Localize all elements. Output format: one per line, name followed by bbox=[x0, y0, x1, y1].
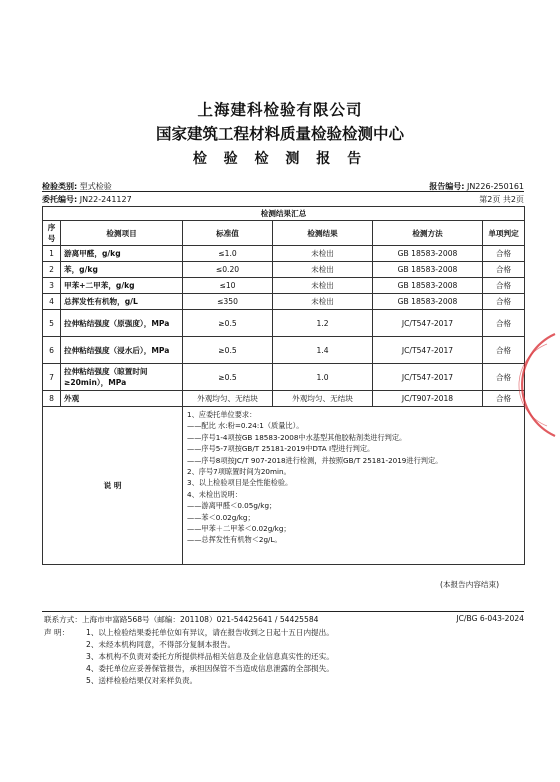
results-table bbox=[42, 206, 525, 565]
row-verdict: 合格 bbox=[483, 262, 525, 278]
note-line: ——序号1-4项按GB 18583-2008中水基型其他胶粘剂类进行判定。 bbox=[187, 432, 407, 442]
test-type-value: 型式检验 bbox=[79, 182, 112, 191]
table-row bbox=[43, 337, 525, 364]
row-result: 1.0 bbox=[273, 364, 373, 391]
row-result: 1.4 bbox=[273, 337, 373, 364]
table-row bbox=[43, 278, 525, 294]
row-item: 游离甲醛，g/kg bbox=[61, 246, 183, 262]
note-line: ——序号5-7项按GB/T 25181-2019中DTA Ⅰ型进行判定。 bbox=[187, 444, 375, 454]
row-item: 甲苯+二甲苯，g/kg bbox=[61, 278, 183, 294]
row-item: 拉伸粘结强度（晾置时间≥20min），MPa bbox=[61, 364, 183, 391]
row-standard: ≤1.0 bbox=[183, 246, 273, 262]
commission-value: JN22-241127 bbox=[79, 195, 132, 204]
table-row bbox=[43, 364, 525, 391]
row-method: JC/T547-2017 bbox=[373, 310, 483, 337]
row-verdict: 合格 bbox=[483, 337, 525, 364]
row-no: 5 bbox=[43, 310, 61, 337]
row-verdict: 合格 bbox=[483, 310, 525, 337]
row-result: 未检出 bbox=[273, 278, 373, 294]
row-no: 2 bbox=[43, 262, 61, 278]
row-verdict: 合格 bbox=[483, 391, 525, 407]
row-standard: ≤10 bbox=[183, 278, 273, 294]
row-result: 未检出 bbox=[273, 294, 373, 310]
note-line: ——甲苯＋二甲苯＜0.02g/kg； bbox=[187, 524, 291, 534]
center-name: 国家建筑工程材料质量检验检测中心 bbox=[155, 125, 404, 143]
row-method: JC/T907-2018 bbox=[373, 391, 483, 407]
row-method: JC/T547-2017 bbox=[373, 364, 483, 391]
report-no-label: 报告编号: bbox=[429, 182, 465, 191]
col-header-verdict: 单项判定 bbox=[483, 221, 525, 246]
page-info: 第2页 共2页 bbox=[479, 195, 524, 204]
company-seal-icon bbox=[497, 330, 557, 440]
form-code: JC/BG 6-043-2024 bbox=[456, 614, 524, 623]
row-item: 总挥发性有机物，g/L bbox=[61, 294, 183, 310]
footer-rule bbox=[42, 611, 524, 612]
row-item: 拉伸粘结强度（浸水后），MPa bbox=[61, 337, 183, 364]
note-line: ——配比 水:粉=0.24:1（质量比）。 bbox=[187, 421, 304, 431]
notes-row bbox=[43, 407, 525, 565]
row-item: 拉伸粘结强度（原强度），MPa bbox=[61, 310, 183, 337]
report-title: 检 验 检 测 报 告 bbox=[192, 151, 368, 167]
row-standard: ≥0.5 bbox=[183, 310, 273, 337]
row-standard: ≤350 bbox=[183, 294, 273, 310]
row-method: GB 18583-2008 bbox=[373, 294, 483, 310]
row-no: 3 bbox=[43, 278, 61, 294]
table-header-row bbox=[43, 221, 525, 246]
row-no: 4 bbox=[43, 294, 61, 310]
row-result: 未检出 bbox=[273, 246, 373, 262]
declaration-item: 1、以上检验结果委托单位如有异议，请在报告收到之日起十五日内提出。 bbox=[86, 628, 334, 637]
row-method: JC/T547-2017 bbox=[373, 337, 483, 364]
test-type-label: 检验类别: bbox=[42, 182, 78, 191]
note-line: 3、以上检验项目是全性能检验。 bbox=[187, 478, 293, 488]
row-no: 8 bbox=[43, 391, 61, 407]
row-method: GB 18583-2008 bbox=[373, 246, 483, 262]
note-line: 2、序号7项晾置时间为20min。 bbox=[187, 467, 291, 477]
table-section-title: 检测结果汇总 bbox=[43, 207, 525, 221]
declaration-item: 5、送样检验结果仅对来样负责。 bbox=[86, 676, 198, 685]
commission-number bbox=[42, 194, 132, 205]
row-result: 1.2 bbox=[273, 310, 373, 337]
row-standard: ≤0.20 bbox=[183, 262, 273, 278]
commission-label: 委托编号: bbox=[42, 195, 78, 204]
row-verdict: 合格 bbox=[483, 294, 525, 310]
table-row bbox=[43, 310, 525, 337]
row-result: 未检出 bbox=[273, 262, 373, 278]
col-header-standard: 标准值 bbox=[183, 221, 273, 246]
row-method: GB 18583-2008 bbox=[373, 262, 483, 278]
row-verdict: 合格 bbox=[483, 246, 525, 262]
company-name: 上海建科检验有限公司 bbox=[197, 101, 363, 119]
header-rule bbox=[42, 191, 524, 192]
col-header-method: 检测方法 bbox=[373, 221, 483, 246]
col-header-no: 序号 bbox=[43, 221, 61, 246]
row-standard: 外观均匀、无结块 bbox=[183, 391, 273, 407]
note-line: 4、未检出说明： bbox=[187, 489, 242, 499]
row-method: GB 18583-2008 bbox=[373, 278, 483, 294]
col-header-item: 检测项目 bbox=[61, 221, 183, 246]
row-item: 苯，g/kg bbox=[61, 262, 183, 278]
declaration-item: 3、本机构不负责对委托方所提供样品相关信息及企业信息真实性的还实。 bbox=[86, 652, 334, 661]
table-row bbox=[43, 246, 525, 262]
table-row bbox=[43, 391, 525, 407]
row-verdict: 合格 bbox=[483, 364, 525, 391]
row-standard: ≥0.5 bbox=[183, 337, 273, 364]
row-verdict: 合格 bbox=[483, 278, 525, 294]
notes-label: 说 明 bbox=[43, 407, 183, 565]
contact-info: 联系方式：上海市申富路568号（邮编：201108）021-54425641 / 54425584 bbox=[44, 615, 319, 624]
row-no: 6 bbox=[43, 337, 61, 364]
note-line: ——总挥发性有机物＜2g/L。 bbox=[187, 535, 282, 545]
declaration-item: 2、未经本机构同意，不得部分复制本报告。 bbox=[86, 640, 236, 649]
end-of-report-note: (本报告内容结束) bbox=[440, 580, 500, 589]
note-line: ——苯＜0.02g/kg； bbox=[187, 512, 255, 522]
row-no: 1 bbox=[43, 246, 61, 262]
report-no-value: JN226-250161 bbox=[466, 182, 524, 191]
notes-content bbox=[183, 407, 525, 565]
table-row bbox=[43, 294, 525, 310]
note-line: ——序号8项按JC/T 907-2018进行检测，并按照GB/T 25181-2019进行判定。 bbox=[187, 455, 443, 465]
note-line: ——游离甲醛＜0.05g/kg； bbox=[187, 501, 277, 511]
col-header-result: 检测结果 bbox=[273, 221, 373, 246]
table-row bbox=[43, 262, 525, 278]
declaration-label: 声 明： bbox=[44, 628, 70, 637]
row-no: 7 bbox=[43, 364, 61, 391]
row-result: 外观均匀、无结块 bbox=[273, 391, 373, 407]
note-line: 1、应委托单位要求： bbox=[187, 410, 257, 419]
row-standard: ≥0.5 bbox=[183, 364, 273, 391]
row-item: 外观 bbox=[61, 391, 183, 407]
declaration-item: 4、委托单位应妥善保管报告，承担因保管不当造成信息泄露的全部损失。 bbox=[86, 664, 334, 673]
